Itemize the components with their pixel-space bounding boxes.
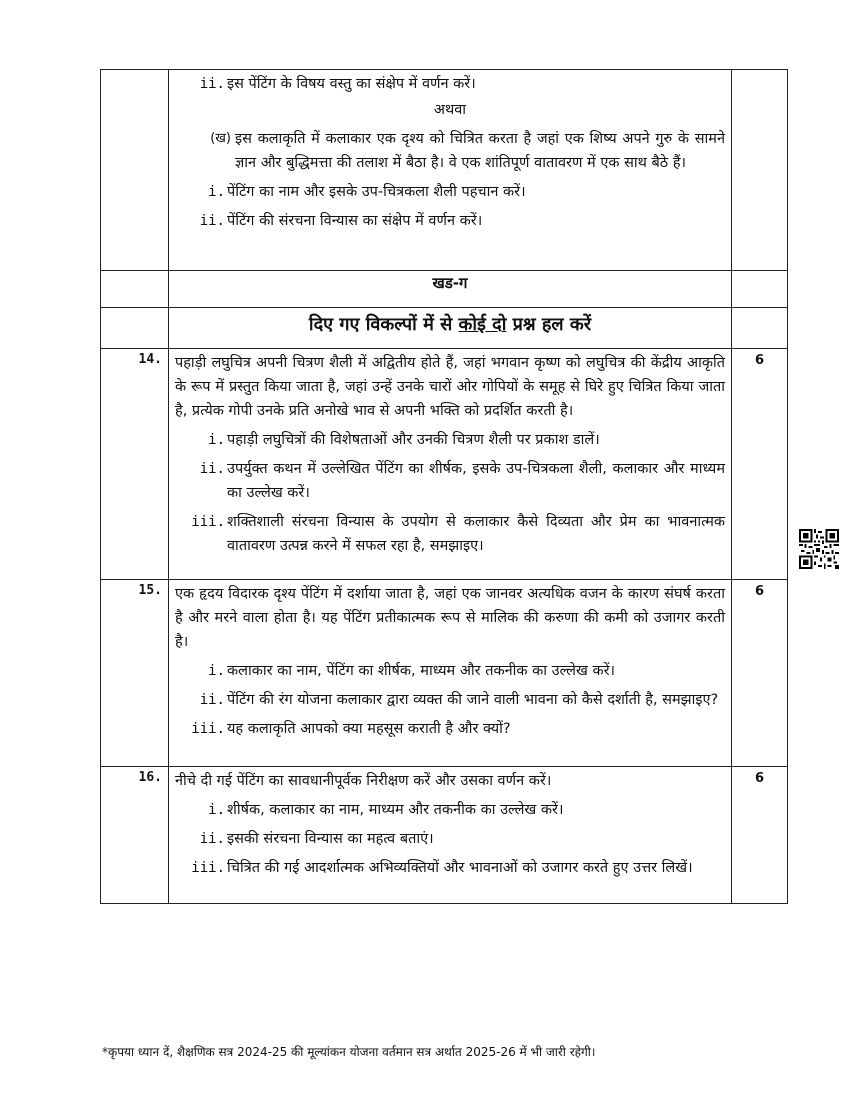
sub-text: इस पेंटिंग के विषय वस्तु का संक्षेप में वर्णन करें। [227,76,476,92]
sub-text: कलाकार का नाम, पेंटिंग का शीर्षक, माध्यम और तकनीक का उल्लेख करें। [227,663,616,679]
sub-text: इसकी संरचना विन्यास का महत्व बताएं। [227,831,434,847]
sub-question [175,428,725,452]
sub-label: i. [208,184,225,200]
sub-label: i. [208,663,225,679]
question-content [169,349,732,580]
sub-question [175,827,725,851]
question-content [169,580,732,767]
sub-label: ii. [199,692,225,708]
question-number: 16. [101,767,169,904]
sub-text: पेंटिंग की संरचना विन्यास का संक्षेप में वर्णन करें। [227,213,483,229]
sub-question [175,209,725,233]
instruction-row [101,308,788,349]
sub-text: चित्रित की गई आदर्शात्मक अभिव्यक्तियों और भावनाओं को उजागर करते हुए उत्तर लिखें। [227,860,693,876]
section-row [101,271,788,308]
question-number: 14. [101,349,169,580]
continuation-content [169,70,732,271]
sub-question [175,717,725,741]
sub-label: iii. [191,860,225,876]
sub-text: पहाड़ी लघुचित्रों की विशेषताओं और उनकी चित्रण शैली पर प्रकाश डालें। [227,432,600,448]
section-title: खड-ग [169,271,732,308]
sub-question [175,856,725,880]
sub-label: iii. [191,514,225,530]
question-row [101,349,788,580]
sub-text: शीर्षक, कलाकार का नाम, माध्यम और तकनीक का उल्लेख करें। [227,802,564,818]
sub-text: शक्तिशाली संरचना विन्यास के उपयोग से कलाकार कैसे दिव्यता और प्रेम का भावनात्मक वातावरण उत्पन्न करने में सफल रहा है, समझाइए। [227,514,725,554]
sub-question [175,72,725,96]
alt-label: (ख) [210,131,231,146]
section-instruction [169,308,732,349]
sub-label: iii. [191,721,225,737]
footnote: *कृपया ध्यान दें, शैक्षणिक सत्र 2024-25 की मूल्यांकन योजना वर्तमान सत्र अर्थात 2025-26 में भी जारी रहेगी। [102,1045,596,1059]
sub-text: यह कलाकृति आपको क्या महसूस कराती है और क्यों? [227,721,511,737]
sub-label: ii. [199,461,225,477]
sub-label: ii. [199,831,225,847]
sub-text: उपर्युक्त कथन में उल्लेखित पेंटिंग का शीर्षक, इसके उप-चित्रकला शैली, कलाकार और माध्यम का उल्लेख करें। [227,461,725,501]
question-marks: 6 [732,580,788,767]
sub-question [175,457,725,505]
sub-label: ii. [199,76,225,92]
question-table [100,69,788,904]
sub-question [175,180,725,204]
sub-label: i. [208,432,225,448]
alt-question [175,127,725,175]
question-marks: 6 [732,767,788,904]
question-text: नीचे दी गई पेंटिंग का सावधानीपूर्वक निरीक्षण करें और उसका वर्णन करें। [175,773,552,789]
instruction-emphasis: कोई दो [458,314,507,335]
question-text: पहाड़ी लघुचित्र अपनी चित्रण शैली में अद्वितीय होते हैं, जहां भगवान कृष्ण को लघुचित्र की केंद्रीय आकृति के रूप में प्रस्तुत किया जाता है, जहां उन्हें उनके चारों ओर गोपियों के समूह से घिरे हुए चित्रित किया जाता है, प्रत्येक गोपी उनके प्रति अनोखे भाव से अपनी भक्ति को प्रदर्शित करती है। [175,355,725,419]
sub-question [175,798,725,822]
sub-text: पेंटिंग का नाम और इसके उप-चित्रकला शैली पहचान करें। [227,184,526,200]
question-row [101,580,788,767]
question-number: 15. [101,580,169,767]
sub-text: पेंटिंग की रंग योजना कलाकार द्वारा व्यक्त की जाने वाली भावना को कैसे दर्शाती है, समझाइए? [227,692,719,708]
continuation-row [101,70,788,271]
sub-question [175,688,725,712]
sub-label: ii. [199,213,225,229]
instruction-text: दिए गए विकल्पों में से [308,314,459,335]
qr-code-icon [799,529,839,569]
or-separator: अथवा [433,102,467,118]
instruction-text: प्रश्न हल करें [506,314,592,335]
sub-label: i. [208,802,225,818]
question-content [169,767,732,904]
question-text: एक हृदय विदारक दृश्य पेंटिंग में दर्शाया जाता है, जहां एक जानवर अत्यधिक वजन के कारण संघर्ष करता है और मरने वाला होता है। यह पेंटिंग प्रतीकात्मक रूप से मालिक की करुणा की कमी को उजागर करती है। [175,586,725,650]
question-row [101,767,788,904]
alt-text: इस कलाकृति में कलाकार एक दृश्य को चित्रित करता है जहां एक शिष्य अपने गुरु के सामने ज्ञान और बुद्धिमत्ता की तलाश में बैठा है। वे एक शांतिपूर्ण वातावरण में एक साथ बैठे हैं। [235,131,725,171]
sub-question [175,659,725,683]
sub-question [175,510,725,558]
question-marks: 6 [732,349,788,580]
